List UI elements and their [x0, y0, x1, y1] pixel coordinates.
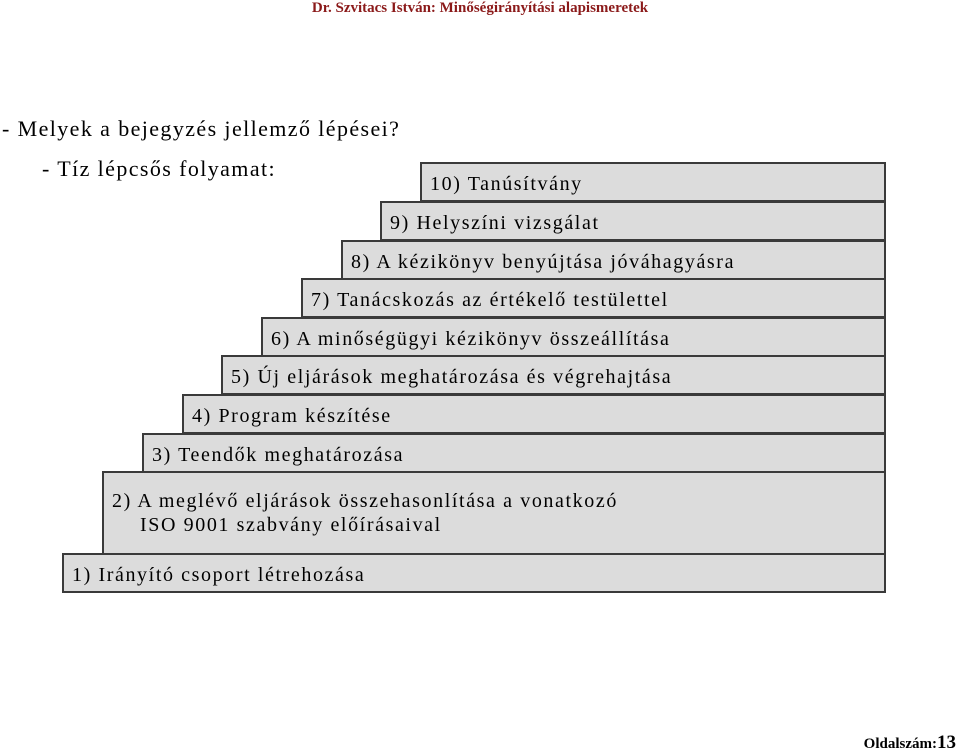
step-4 — [182, 394, 886, 434]
step-2 — [102, 471, 886, 555]
step-6-label: 6) A minőségügyi kézikönyv összeállítása — [271, 328, 671, 350]
step-8 — [341, 240, 886, 280]
page-header: Dr. Szvitacs István: Minőségirányítási alapismeretek — [311, 0, 649, 16]
step-7 — [301, 278, 886, 318]
page-number-label: Oldalszám: — [863, 736, 937, 752]
step-6 — [261, 317, 886, 357]
subtitle-text: - Tíz lépcsős folyamat: — [42, 156, 277, 181]
step-4-label: 4) Program készítése — [192, 405, 392, 427]
step-10-label: 10) Tanúsítvány — [430, 173, 583, 195]
step-3-label: 3) Teendők meghatározása — [152, 444, 405, 466]
question-text: - Melyek a bejegyzés jellemző lépései? — [2, 116, 401, 141]
page-number — [864, 732, 956, 754]
step-9-label: 9) Helyszíni vizsgálat — [390, 212, 600, 234]
page-number-value: 13 — [937, 732, 956, 753]
step-2-label-line-1: 2) A meglévő eljárások összehasonlítása a vonatkozó — [112, 490, 618, 512]
step-1-label: 1) Irányító csoport létrehozása — [72, 564, 366, 586]
step-1 — [62, 553, 886, 593]
step-3 — [142, 433, 886, 473]
step-5-label: 5) Új eljárások meghatározása és végrehajtása — [231, 366, 673, 388]
step-9 — [380, 201, 886, 241]
step-2-label-line-2: ISO 9001 szabvány előírásaival — [140, 514, 442, 536]
step-8-label: 8) A kézikönyv benyújtása jóváhagyásra — [351, 251, 736, 273]
step-7-label: 7) Tanácskozás az értékelő testülettel — [311, 289, 669, 311]
step-5 — [221, 355, 886, 395]
step-10 — [420, 162, 886, 202]
